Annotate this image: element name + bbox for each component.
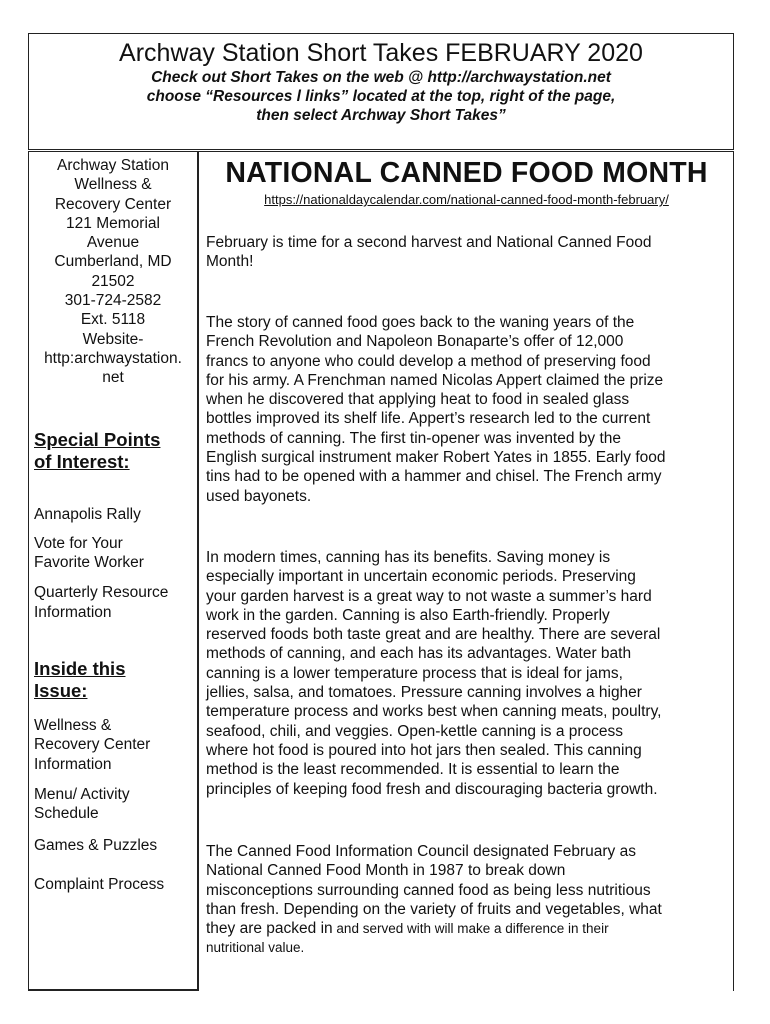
inside-wellness-info: Information [34, 755, 112, 773]
text-line: The Canned Food Information Council designated February as [206, 843, 636, 860]
text-run: and served with will make a difference in their [332, 921, 609, 937]
text-line: seafood, chili, and veggies. Open-kettle canning is a process [206, 722, 624, 740]
text-line: English surgical instrument maker Robert Yates in 1855. Early food [206, 449, 666, 467]
text-line: when he discovered that applying heat to food in sealed glass [206, 391, 630, 409]
address-line: Website- [82, 330, 144, 348]
inside-menu-schedule: Menu/ Activity [34, 785, 130, 803]
inside-wellness-info: Recovery Center [34, 736, 151, 754]
article [199, 151, 734, 991]
text-line: canning is a lower temperature process that is ideal for jams, [206, 664, 623, 682]
text-line: National Canned Food Month in 1987 to break down [206, 862, 566, 880]
point-quarterly-resource: Information [34, 603, 112, 621]
text-line [206, 919, 731, 938]
point-annapolis-rally: Annapolis Rally [34, 505, 141, 523]
website-link[interactable]: http:archwaystation. [44, 349, 182, 367]
text-line: for his army. A Frenchman named Nicolas Appert claimed the prize [206, 371, 664, 389]
address-line: 21502 [91, 272, 135, 290]
website-link[interactable]: net [102, 369, 124, 387]
address-line: Ext. 5118 [80, 311, 146, 329]
text-line: methods of canning. The first tin-opener was invented by the [206, 429, 622, 447]
article-paragraph-2 [206, 313, 731, 506]
text-line: where hot food is poured into hot jars then sealed. This canning [206, 741, 642, 759]
text-line: temperature process and works best when canning meats, poultry, [206, 703, 662, 721]
point-vote-worker: Vote for Your [34, 534, 123, 552]
text-line: your garden harvest is a great way to not waste a summer’s hard [206, 587, 652, 605]
text-run: they are packed in [206, 920, 333, 938]
text-line: nutritional value. [206, 940, 305, 956]
newsletter-header [28, 33, 734, 150]
address-line: Recovery Center [54, 195, 172, 213]
inside-menu-schedule: Schedule [34, 805, 99, 823]
address-line: Cumberland, MD [54, 253, 172, 271]
inside-issue-heading: Issue: [34, 680, 88, 702]
article-paragraph-1 [206, 233, 731, 272]
article-paragraph-3 [206, 548, 731, 799]
article-paragraph-4 [206, 842, 731, 958]
sidebar [28, 151, 199, 991]
address-line: Archway Station [57, 157, 169, 174]
address-line: Wellness & [74, 176, 152, 194]
newsletter-title: Archway Station Short Takes FEBRUARY 2020 [119, 39, 643, 67]
text-line: February is time for a second harvest and National Canned Food [206, 234, 652, 251]
text-line: misconceptions surrounding canned food as being less nutritious [206, 881, 651, 899]
web-note-line-1: Check out Short Takes on the web @ http://archwaystation.net [151, 69, 611, 86]
web-note-line-2: choose “Resources l links” located at the top, right of the page, [146, 88, 616, 105]
text-line: French Revolution and Napoleon Bonaparte’s offer of 12,000 [206, 333, 624, 351]
inside-games-puzzles: Games & Puzzles [34, 836, 158, 854]
special-points-heading: Special Points [34, 428, 161, 450]
text-line: principles of keeping food fresh and discouraging bacteria growth. [206, 780, 658, 798]
text-line: Month! [206, 253, 254, 271]
web-note-line-3: then select Archway Short Takes” [256, 107, 506, 124]
inside-issue-heading: Inside this [34, 658, 126, 680]
text-line: tins had to be opened with a hammer and chisel. The French army [206, 468, 662, 486]
text-line: especially important in uncertain economic periods. Preserving [206, 568, 636, 586]
text-line: used bayonets. [206, 487, 312, 505]
text-line: jellies, salsa, and tomatoes. Pressure canning involves a higher [206, 684, 642, 702]
text-line: than fresh. Depending on the variety of fruits and vegetables, what [206, 900, 662, 918]
text-line: The story of canned food goes back to the waning years of the [206, 314, 635, 331]
text-line: work in the garden. Canning is also Earth-friendly. Properly [206, 606, 610, 624]
text-line: In modern times, canning has its benefits. Saving money is [206, 549, 611, 566]
special-points-heading: of Interest: [34, 450, 130, 472]
text-line: francs to anyone who could develop a method of preserving food [206, 352, 651, 370]
inside-complaint-process: Complaint Process [34, 875, 165, 893]
text-line: method is the least recommended. It is essential to learn the [206, 761, 620, 779]
point-vote-worker: Favorite Worker [34, 554, 144, 572]
article-source-link[interactable]: https://nationaldaycalendar.com/national-canned-food-month-february/ [264, 192, 669, 207]
text-line: reserved foods both taste great and are healthy. There are several [206, 626, 661, 644]
address-line: Avenue [86, 234, 140, 252]
address-line: 121 Memorial [66, 214, 160, 232]
address-line: 301-724-2582 [64, 292, 162, 310]
inside-wellness-info: Wellness & [34, 717, 112, 735]
center-address [29, 156, 197, 388]
text-line: bottles improved its shelf life. Appert’s research led to the current [206, 410, 651, 428]
text-line: methods of canning, and each has its advantages. Water bath [206, 645, 632, 663]
article-title: NATIONAL CANNED FOOD MONTH [225, 157, 708, 189]
point-quarterly-resource: Quarterly Resource [34, 584, 169, 602]
